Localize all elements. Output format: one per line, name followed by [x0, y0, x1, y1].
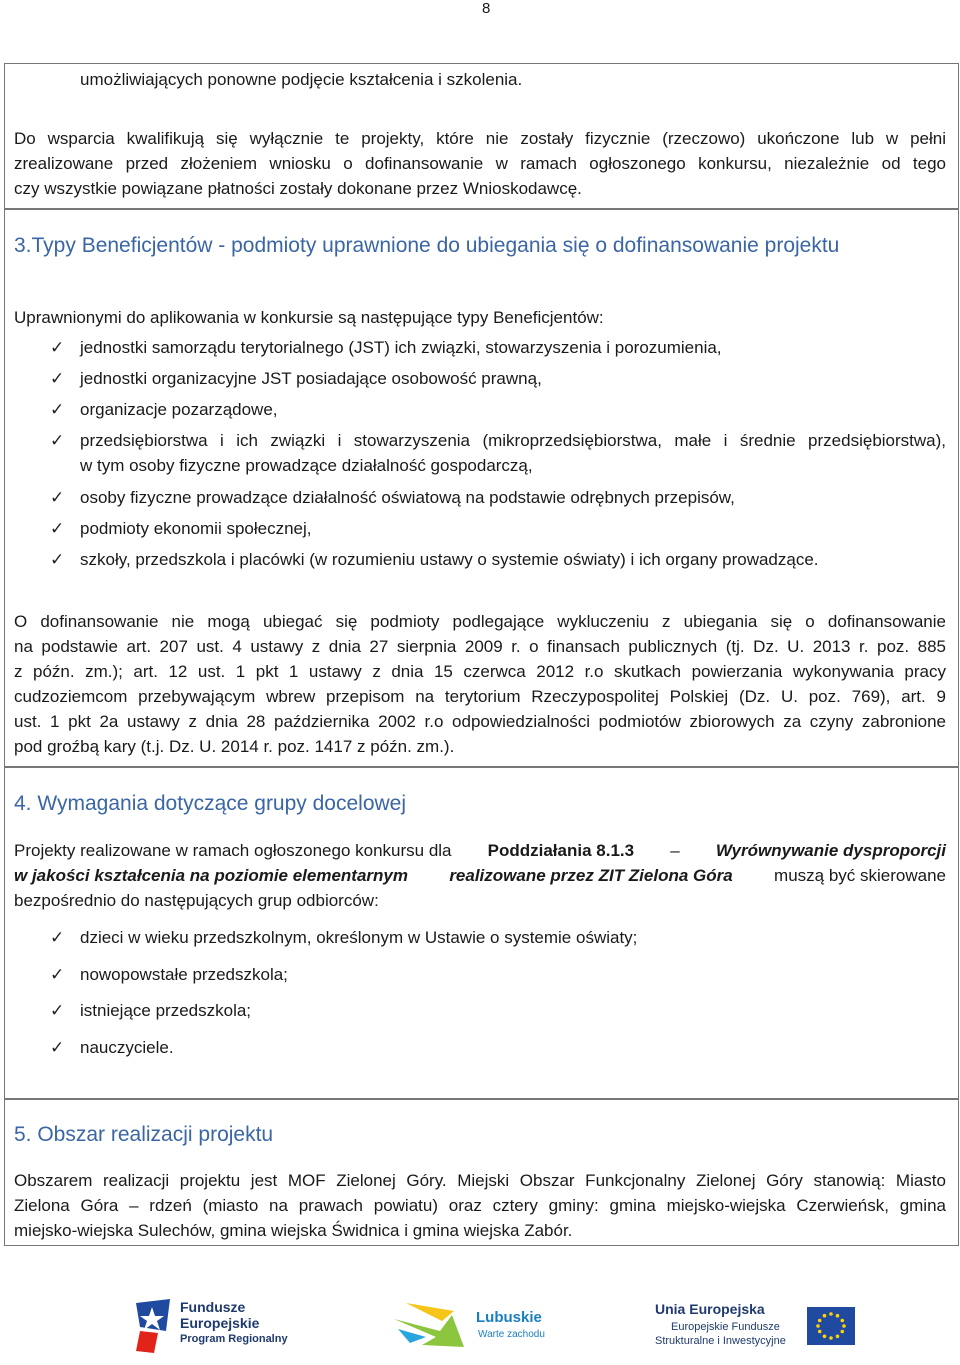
lubuskie-name: Lubuskie [476, 1309, 542, 1326]
fundusze-europejskie-logo [132, 1295, 312, 1357]
list-item: szkoły, przedszkola i placówki (w rozumieniu ustawy o systemie oświaty) i ich organy prowadzące. [80, 550, 819, 569]
exclusion-line-2: na podstawie art. 207 ust. 4 ustawy z dnia 27 sierpnia 2009 r. o finansach publicznych (tj. Dz. U. 2013 r. poz. 885 [14, 637, 946, 656]
list-item: jednostki organizacyjne JST posiadające osobowość prawną, [80, 369, 542, 388]
intro-line-1: Do wsparcia kwalifikują się wyłącznie te projekty, które nie zostały fizycznie (rzeczowo) ukończone lub w pełni [14, 129, 946, 148]
section-5-heading: 5. Obszar realizacji projektu [14, 1123, 274, 1146]
section-4-dash: – [670, 841, 680, 860]
section-5-line-2: Zielona Góra – rdzeń (miasto na prawach powiatu) oraz cztery gminy: gmina miejsko-wiejska Czerwieńsk, gmina [14, 1196, 946, 1215]
section-4-line-1-plain: Projekty realizowane w ramach ogłoszonego konkursu dla [14, 841, 452, 860]
section-4-line-2 [14, 863, 946, 888]
checkmark-icon: ✓ [50, 369, 65, 388]
list-item: nauczyciele. [80, 1038, 174, 1057]
checkmark-icon: ✓ [50, 1038, 65, 1057]
checkmark-icon: ✓ [50, 400, 65, 419]
fe-star-icon [132, 1297, 172, 1355]
list-item: dzieci w wieku przedszkolnym, określonym w Ustawie o systemie oświaty; [80, 928, 638, 947]
checkmark-icon: ✓ [50, 1001, 65, 1020]
section-4-heading: 4. Wymagania dotyczące grupy docelowej [14, 792, 407, 815]
intro-line-2: zrealizowane przed złożeniem wniosku o dofinansowanie w ramach ogłoszonego konkursu, niezależnie od tego [14, 154, 946, 173]
ue-line-1: Unia Europejska [655, 1301, 765, 1317]
exclusion-line-3: z późn. zm.); art. 12 ust. 1 pkt 1 ustawy z dnia 15 czerwca 2012 r.o skutkach powierzania wykonywania pracy [14, 662, 946, 681]
section-5-line-1: Obszarem realizacji projektu jest MOF Zielonej Góry. Miejski Obszar Funkcjonalny Zielonej Góry stanowią: Miasto [14, 1171, 946, 1190]
intro-line-3: czy wszystkie powiązane płatności zostały dokonane przez Wnioskodawcę. [14, 179, 582, 198]
exclusion-line-4: cudzoziemcom przebywającym wbrew przepisom na terytorium Rzeczypospolitej Polskiej (Dz. U. poz. 769), art. 9 [14, 687, 946, 706]
ue-line-3: Strukturalne i Inwestycyjne [655, 1335, 786, 1347]
ue-line-2: Europejskie Fundusze [671, 1321, 780, 1333]
unia-europejska-logo [655, 1301, 865, 1355]
intro-continuation: umożliwiających ponowne podjęcie kształcenia i szkolenia. [80, 70, 523, 89]
list-item: osoby fizyczne prowadzące działalność oświatową na podstawie odrębnych przepisów, [80, 488, 735, 507]
list-item: podmioty ekonomii społecznej, [80, 519, 312, 538]
list-item: jednostki samorządu terytorialnego (JST) ich związki, stowarzyszenia i porozumienia, [80, 338, 722, 357]
fe-logo-line-1: Fundusze [180, 1299, 246, 1315]
section-4-zit: realizowane przez ZIT Zielona Góra [449, 866, 733, 885]
footer-logos [0, 1295, 960, 1357]
checkmark-icon: ✓ [50, 965, 65, 984]
exclusion-line-1: O dofinansowanie nie mogą ubiegać się podmioty podlegające wykluczeniu z ubiegania się o dofinansowanie [14, 612, 946, 631]
lubuskie-logo [392, 1301, 552, 1351]
lubuskie-arrow-icon [392, 1301, 472, 1349]
checkmark-icon: ✓ [50, 488, 65, 507]
section-3-heading: 3.Typy Beneficjentów - podmioty uprawnione do ubiegania się o dofinansowanie projektu [14, 234, 840, 257]
section-4-subaction: Poddziałania 8.1.3 [487, 841, 635, 860]
list-item: organizacje pozarządowe, [80, 400, 278, 419]
list-item: istniejące przedszkola; [80, 1001, 252, 1020]
checkmark-icon: ✓ [50, 519, 65, 538]
eu-flag-icon [807, 1307, 855, 1345]
page-number: 8 [482, 0, 491, 17]
lubuskie-slogan: Warte zachodu [478, 1329, 545, 1340]
checkmark-icon: ✓ [50, 338, 65, 357]
list-item: przedsiębiorstwa i ich związki i stowarzyszenia (mikroprzedsiębiorstwa, małe i średnie przedsiębiorstwa), [80, 431, 946, 450]
section-5-line-3: miejsko-wiejska Sulechów, gmina wiejska Świdnica i gmina wiejska Zabór. [14, 1221, 573, 1240]
section-4-title-cont: w jakości kształcenia na poziomie elementarnym [14, 866, 408, 885]
list-item-continuation: w tym osoby fizyczne prowadzące działalność gospodarczą, [80, 456, 533, 475]
section-3-lead: Uprawnionymi do aplikowania w konkursie są następujące typy Beneficjentów: [14, 308, 604, 327]
section-4-subaction-title: Wyrównywanie dysproporcji [715, 841, 946, 860]
section-4-line-1 [14, 838, 946, 863]
exclusion-line-5: ust. 1 pkt 2a ustawy z dnia 28 października 2002 r.o odpowiedzialności podmiotów zbiorowych za czyny zabronione [14, 712, 946, 731]
checkmark-icon: ✓ [50, 550, 65, 569]
fe-logo-line-3: Program Regionalny [180, 1333, 288, 1345]
checkmark-icon: ✓ [50, 928, 65, 947]
checkmark-icon: ✓ [50, 431, 65, 450]
list-item: nowopowstałe przedszkola; [80, 965, 288, 984]
section-4-line-2-plain: muszą być skierowane [774, 866, 946, 885]
exclusion-line-6: pod groźbą kary (t.j. Dz. U. 2014 r. poz. 1417 z późn. zm.). [14, 737, 455, 756]
section-4-line-3: bezpośrednio do następujących grup odbiorców: [14, 891, 379, 910]
fe-logo-line-2: Europejskie [180, 1315, 260, 1331]
